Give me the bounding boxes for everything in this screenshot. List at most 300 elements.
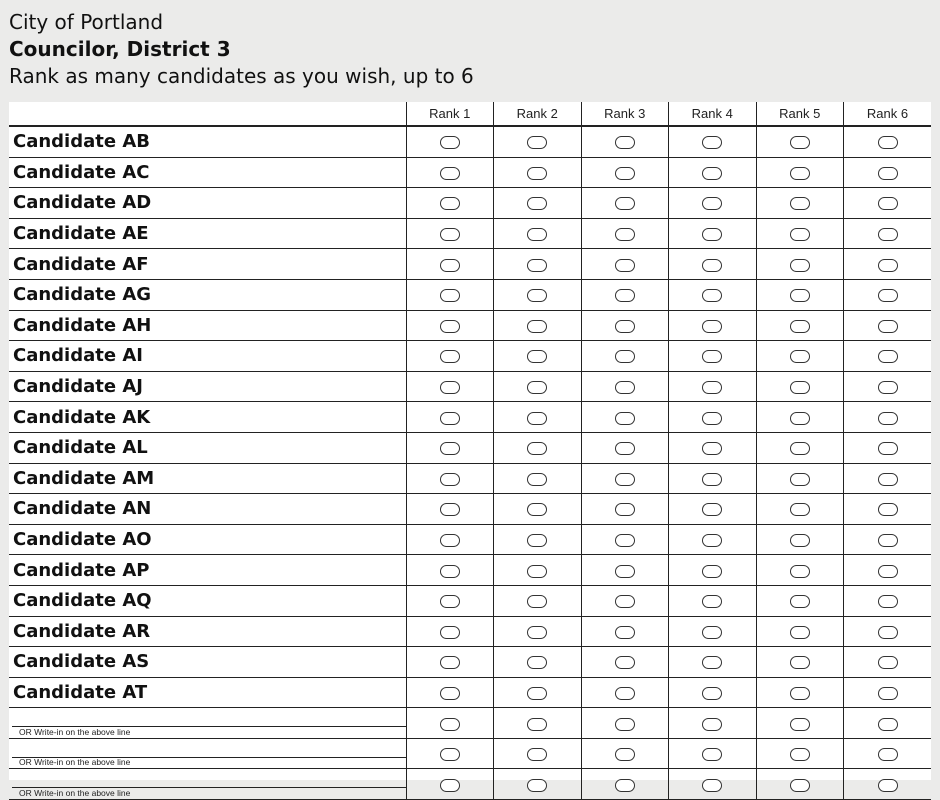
rank-cell [756,708,844,739]
rank-bubble-candidate-5-rank-1[interactable] [440,259,460,272]
rank-bubble-candidate-17-rank-1[interactable] [440,626,460,639]
rank-cell [581,279,669,310]
rank-bubble-candidate-8-rank-4[interactable] [702,350,722,363]
rank-cell [494,279,582,310]
rank-bubble-candidate-18-rank-1[interactable] [440,656,460,669]
rank-cell [844,432,932,463]
rank-bubble-candidate-8-rank-6[interactable] [878,350,898,363]
rank-bubble-candidate-10-rank-1[interactable] [440,412,460,425]
candidate-name: Candidate AI [9,341,406,372]
rank-bubble-candidate-5-rank-2[interactable] [527,259,547,272]
rank-bubble-write-in-2-rank-2[interactable] [527,748,547,761]
rank-bubble-candidate-3-rank-6[interactable] [878,197,898,210]
rank-cell [756,402,844,433]
rank-bubble-candidate-13-rank-3[interactable] [615,503,635,516]
rank-bubble-write-in-1-rank-2[interactable] [527,718,547,731]
rank-header-3: Rank 3 [581,102,669,126]
rank-cell [494,126,582,157]
rank-cell [669,157,757,188]
rank-cell [756,647,844,678]
rank-cell [669,616,757,647]
rank-bubble-candidate-15-rank-2[interactable] [527,565,547,578]
rank-bubble-candidate-8-rank-2[interactable] [527,350,547,363]
candidate-row [9,341,931,372]
candidate-row [9,677,931,708]
rank-cell [756,432,844,463]
rank-header-1: Rank 1 [406,102,494,126]
rank-bubble-candidate-1-rank-6[interactable] [878,136,898,149]
rank-cell [669,494,757,525]
rank-bubble-candidate-16-rank-2[interactable] [527,595,547,608]
rank-bubble-candidate-1-rank-1[interactable] [440,136,460,149]
rank-bubble-write-in-2-rank-1[interactable] [440,748,460,761]
rank-cell [669,249,757,280]
rank-cell [844,310,932,341]
rank-cell [494,494,582,525]
rank-cell [756,616,844,647]
rank-cell [406,769,494,800]
rank-cell [669,432,757,463]
rank-bubble-candidate-19-rank-1[interactable] [440,687,460,700]
rank-bubble-candidate-3-rank-5[interactable] [790,197,810,210]
candidate-row [9,432,931,463]
rank-bubble-candidate-9-rank-4[interactable] [702,381,722,394]
rank-cell [581,738,669,769]
rank-cell [844,157,932,188]
rank-bubble-candidate-9-rank-5[interactable] [790,381,810,394]
rank-bubble-candidate-2-rank-6[interactable] [878,167,898,180]
rank-bubble-candidate-4-rank-2[interactable] [527,228,547,241]
rank-cell [669,708,757,739]
rank-bubble-candidate-9-rank-1[interactable] [440,381,460,394]
candidate-name: Candidate AP [9,555,406,586]
rank-cell [669,279,757,310]
rank-bubble-candidate-5-rank-6[interactable] [878,259,898,272]
rank-cell [844,371,932,402]
candidate-row [9,463,931,494]
rank-bubble-write-in-3-rank-2[interactable] [527,779,547,792]
rank-cell [844,647,932,678]
rank-bubble-write-in-1-rank-3[interactable] [615,718,635,731]
rank-cell [581,157,669,188]
rank-cell [756,218,844,249]
rank-bubble-write-in-1-rank-1[interactable] [440,718,460,731]
rank-bubble-candidate-4-rank-3[interactable] [615,228,635,241]
rank-bubble-candidate-11-rank-4[interactable] [702,442,722,455]
rank-bubble-write-in-1-rank-4[interactable] [702,718,722,731]
rank-cell [494,402,582,433]
write-in-label: OR Write-in on the above line [19,788,131,799]
rank-header-6: Rank 6 [844,102,932,126]
rank-cell [669,555,757,586]
header-corner [9,102,406,126]
rank-cell [406,585,494,616]
rank-bubble-candidate-3-rank-2[interactable] [527,197,547,210]
candidate-name: Candidate AN [9,494,406,525]
rank-bubble-candidate-11-rank-2[interactable] [527,442,547,455]
candidate-row [9,647,931,678]
rank-bubble-candidate-12-rank-3[interactable] [615,473,635,486]
rank-cell [756,585,844,616]
rank-bubble-candidate-1-rank-2[interactable] [527,136,547,149]
rank-bubble-candidate-8-rank-3[interactable] [615,350,635,363]
candidate-name: Candidate AE [9,218,406,249]
rank-bubble-candidate-1-rank-5[interactable] [790,136,810,149]
rank-cell [756,341,844,372]
rank-cell [756,769,844,800]
rank-bubble-candidate-2-rank-2[interactable] [527,167,547,180]
candidate-name: Candidate AK [9,402,406,433]
rank-cell [406,371,494,402]
rank-cell [844,402,932,433]
rank-bubble-candidate-14-rank-5[interactable] [790,534,810,547]
rank-cell [844,341,932,372]
rank-cell [406,524,494,555]
rank-bubble-candidate-19-rank-2[interactable] [527,687,547,700]
rank-bubble-candidate-19-rank-4[interactable] [702,687,722,700]
rank-header-5: Rank 5 [756,102,844,126]
rank-cell [494,432,582,463]
rank-cell [406,555,494,586]
rank-bubble-candidate-11-rank-5[interactable] [790,442,810,455]
rank-cell [581,249,669,280]
rank-cell [844,524,932,555]
rank-cell [581,463,669,494]
rank-cell [756,310,844,341]
rank-cell [756,555,844,586]
rank-bubble-candidate-7-rank-5[interactable] [790,320,810,333]
write-in-row [9,708,931,739]
rank-cell [581,402,669,433]
rank-cell [406,218,494,249]
candidate-name: Candidate AC [9,157,406,188]
rank-bubble-candidate-18-rank-2[interactable] [527,656,547,669]
rank-cell [669,371,757,402]
rank-bubble-candidate-6-rank-5[interactable] [790,289,810,302]
rank-bubble-candidate-18-rank-3[interactable] [615,656,635,669]
rank-cell [581,708,669,739]
rank-cell [494,157,582,188]
rank-bubble-candidate-7-rank-4[interactable] [702,320,722,333]
rank-bubble-candidate-2-rank-5[interactable] [790,167,810,180]
rank-cell [844,585,932,616]
ballot-grid [9,102,931,799]
rank-cell [669,463,757,494]
rank-bubble-candidate-16-rank-5[interactable] [790,595,810,608]
rank-cell [756,157,844,188]
rank-bubble-candidate-9-rank-6[interactable] [878,381,898,394]
rank-cell [581,494,669,525]
rank-bubble-candidate-9-rank-2[interactable] [527,381,547,394]
rank-cell [581,126,669,157]
rank-bubble-candidate-16-rank-4[interactable] [702,595,722,608]
rank-cell [669,188,757,219]
rank-bubble-write-in-3-rank-1[interactable] [440,779,460,792]
rank-bubble-candidate-4-rank-4[interactable] [702,228,722,241]
rank-bubble-candidate-15-rank-5[interactable] [790,565,810,578]
rank-cell [844,188,932,219]
candidate-row [9,188,931,219]
rank-cell [406,402,494,433]
rank-cell [669,126,757,157]
rank-cell [756,188,844,219]
write-in-field[interactable] [9,708,406,739]
rank-bubble-candidate-2-rank-3[interactable] [615,167,635,180]
rank-cell [406,188,494,219]
rank-cell [756,494,844,525]
rank-cell [581,677,669,708]
rank-cell [669,310,757,341]
rank-cell [669,738,757,769]
rank-cell [844,279,932,310]
rank-bubble-candidate-15-rank-6[interactable] [878,565,898,578]
rank-bubble-candidate-15-rank-3[interactable] [615,565,635,578]
rank-header-2: Rank 2 [494,102,582,126]
rank-bubble-candidate-14-rank-4[interactable] [702,534,722,547]
rank-cell [844,738,932,769]
candidate-name: Candidate AJ [9,371,406,402]
rank-bubble-candidate-10-rank-3[interactable] [615,412,635,425]
rank-bubble-candidate-11-rank-6[interactable] [878,442,898,455]
rank-cell [844,708,932,739]
rank-cell [494,249,582,280]
rank-bubble-candidate-12-rank-6[interactable] [878,473,898,486]
rank-bubble-candidate-18-rank-5[interactable] [790,656,810,669]
rank-bubble-candidate-16-rank-3[interactable] [615,595,635,608]
rank-cell [581,524,669,555]
rank-cell [756,738,844,769]
rank-cell [494,555,582,586]
rank-bubble-candidate-6-rank-2[interactable] [527,289,547,302]
rank-bubble-candidate-3-rank-3[interactable] [615,197,635,210]
rank-bubble-candidate-5-rank-5[interactable] [790,259,810,272]
rank-bubble-candidate-7-rank-1[interactable] [440,320,460,333]
rank-cell [581,647,669,678]
rank-cell [581,769,669,800]
rank-bubble-candidate-17-rank-3[interactable] [615,626,635,639]
write-in-row [9,738,931,769]
rank-bubble-candidate-14-rank-1[interactable] [440,534,460,547]
rank-bubble-candidate-4-rank-6[interactable] [878,228,898,241]
rank-bubble-candidate-14-rank-2[interactable] [527,534,547,547]
candidate-row [9,616,931,647]
rank-cell [494,463,582,494]
rank-cell [406,738,494,769]
candidate-name: Candidate AQ [9,585,406,616]
contest-title: Councilor, District 3 [9,37,231,61]
rank-bubble-write-in-1-rank-5[interactable] [790,718,810,731]
candidate-row [9,218,931,249]
rank-cell [494,310,582,341]
rank-bubble-write-in-2-rank-6[interactable] [878,748,898,761]
candidate-name: Candidate AL [9,432,406,463]
rank-cell [756,371,844,402]
rank-cell [494,647,582,678]
rank-bubble-write-in-3-rank-5[interactable] [790,779,810,792]
rank-bubble-candidate-12-rank-5[interactable] [790,473,810,486]
rank-bubble-candidate-6-rank-1[interactable] [440,289,460,302]
rank-bubble-write-in-2-rank-3[interactable] [615,748,635,761]
rank-cell [406,647,494,678]
rank-bubble-candidate-7-rank-3[interactable] [615,320,635,333]
rank-bubble-candidate-13-rank-6[interactable] [878,503,898,516]
rank-cell [406,708,494,739]
candidate-name: Candidate AO [9,524,406,555]
rank-cell [844,555,932,586]
rank-bubble-candidate-5-rank-4[interactable] [702,259,722,272]
candidate-row [9,126,931,157]
rank-cell [494,341,582,372]
write-in-row [9,769,931,800]
rank-bubble-candidate-15-rank-4[interactable] [702,565,722,578]
rank-cell [669,647,757,678]
rank-bubble-candidate-3-rank-1[interactable] [440,197,460,210]
candidate-name: Candidate AS [9,647,406,678]
rank-cell [494,585,582,616]
rank-bubble-candidate-12-rank-1[interactable] [440,473,460,486]
rank-bubble-write-in-2-rank-4[interactable] [702,748,722,761]
rank-cell [406,341,494,372]
rank-cell [406,157,494,188]
candidate-row [9,371,931,402]
rank-cell [406,494,494,525]
ranking-table [9,102,931,800]
rank-bubble-candidate-4-rank-1[interactable] [440,228,460,241]
rank-cell [406,249,494,280]
rank-cell [669,769,757,800]
rank-cell [406,463,494,494]
candidate-name: Candidate AB [9,126,406,157]
rank-cell [581,310,669,341]
rank-bubble-write-in-3-rank-3[interactable] [615,779,635,792]
rank-bubble-candidate-11-rank-3[interactable] [615,442,635,455]
candidate-row [9,494,931,525]
rank-bubble-candidate-14-rank-6[interactable] [878,534,898,547]
rank-bubble-candidate-6-rank-4[interactable] [702,289,722,302]
rank-bubble-candidate-12-rank-2[interactable] [527,473,547,486]
rank-cell [581,585,669,616]
rank-bubble-candidate-17-rank-2[interactable] [527,626,547,639]
rank-bubble-candidate-1-rank-4[interactable] [702,136,722,149]
rank-cell [669,677,757,708]
rank-bubble-candidate-2-rank-4[interactable] [702,167,722,180]
rank-bubble-candidate-10-rank-2[interactable] [527,412,547,425]
rank-bubble-candidate-9-rank-3[interactable] [615,381,635,394]
rank-cell [844,677,932,708]
rank-cell [494,677,582,708]
candidate-row [9,157,931,188]
rank-cell [844,769,932,800]
rank-bubble-candidate-17-rank-5[interactable] [790,626,810,639]
rank-bubble-candidate-18-rank-4[interactable] [702,656,722,669]
write-in-field[interactable] [9,738,406,769]
candidate-name: Candidate AH [9,310,406,341]
rank-bubble-candidate-7-rank-6[interactable] [878,320,898,333]
rank-bubble-candidate-13-rank-4[interactable] [702,503,722,516]
rank-cell [581,218,669,249]
rank-bubble-candidate-14-rank-3[interactable] [615,534,635,547]
candidate-name: Candidate AD [9,188,406,219]
rank-bubble-write-in-3-rank-4[interactable] [702,779,722,792]
rank-bubble-write-in-2-rank-5[interactable] [790,748,810,761]
rank-bubble-candidate-19-rank-3[interactable] [615,687,635,700]
rank-bubble-candidate-1-rank-3[interactable] [615,136,635,149]
rank-bubble-candidate-8-rank-1[interactable] [440,350,460,363]
rank-bubble-candidate-7-rank-2[interactable] [527,320,547,333]
write-in-label: OR Write-in on the above line [19,726,131,737]
rank-cell [669,218,757,249]
rank-bubble-candidate-19-rank-6[interactable] [878,687,898,700]
rank-bubble-write-in-3-rank-6[interactable] [878,779,898,792]
rank-bubble-candidate-19-rank-5[interactable] [790,687,810,700]
candidate-row [9,555,931,586]
rank-cell [406,279,494,310]
rank-bubble-candidate-12-rank-4[interactable] [702,473,722,486]
rank-cell [406,616,494,647]
rank-cell [756,249,844,280]
rank-bubble-candidate-6-rank-6[interactable] [878,289,898,302]
candidate-row [9,310,931,341]
rank-cell [406,310,494,341]
rank-header-4: Rank 4 [669,102,757,126]
rank-cell [844,218,932,249]
rank-bubble-candidate-16-rank-1[interactable] [440,595,460,608]
rank-bubble-write-in-1-rank-6[interactable] [878,718,898,731]
rank-bubble-candidate-17-rank-4[interactable] [702,626,722,639]
candidate-name: Candidate AF [9,249,406,280]
rank-bubble-candidate-18-rank-6[interactable] [878,656,898,669]
rank-bubble-candidate-5-rank-3[interactable] [615,259,635,272]
rank-cell [581,432,669,463]
rank-bubble-candidate-17-rank-6[interactable] [878,626,898,639]
rank-bubble-candidate-13-rank-1[interactable] [440,503,460,516]
rank-cell [756,463,844,494]
rank-bubble-candidate-15-rank-1[interactable] [440,565,460,578]
rank-bubble-candidate-16-rank-6[interactable] [878,595,898,608]
rank-bubble-candidate-10-rank-6[interactable] [878,412,898,425]
rank-cell [494,188,582,219]
rank-bubble-candidate-13-rank-2[interactable] [527,503,547,516]
rank-bubble-candidate-10-rank-5[interactable] [790,412,810,425]
rank-cell [494,371,582,402]
rank-cell [581,188,669,219]
rank-bubble-candidate-3-rank-4[interactable] [702,197,722,210]
rank-cell [494,708,582,739]
ranking-instructions: Rank as many candidates as you wish, up to 6 [9,64,474,88]
rank-cell [406,126,494,157]
rank-bubble-candidate-8-rank-5[interactable] [790,350,810,363]
rank-bubble-candidate-13-rank-5[interactable] [790,503,810,516]
candidate-row [9,524,931,555]
rank-cell [844,463,932,494]
write-in-field[interactable] [9,769,406,800]
rank-bubble-candidate-2-rank-1[interactable] [440,167,460,180]
rank-bubble-candidate-6-rank-3[interactable] [615,289,635,302]
rank-bubble-candidate-10-rank-4[interactable] [702,412,722,425]
jurisdiction-title: City of Portland [9,10,164,34]
rank-cell [669,524,757,555]
rank-bubble-candidate-4-rank-5[interactable] [790,228,810,241]
candidate-name: Candidate AT [9,677,406,708]
rank-cell [756,126,844,157]
rank-cell [494,524,582,555]
rank-header-row [9,102,931,126]
rank-cell [581,616,669,647]
rank-bubble-candidate-11-rank-1[interactable] [440,442,460,455]
candidate-name: Candidate AM [9,463,406,494]
rank-cell [756,279,844,310]
write-in-label: OR Write-in on the above line [19,757,131,768]
